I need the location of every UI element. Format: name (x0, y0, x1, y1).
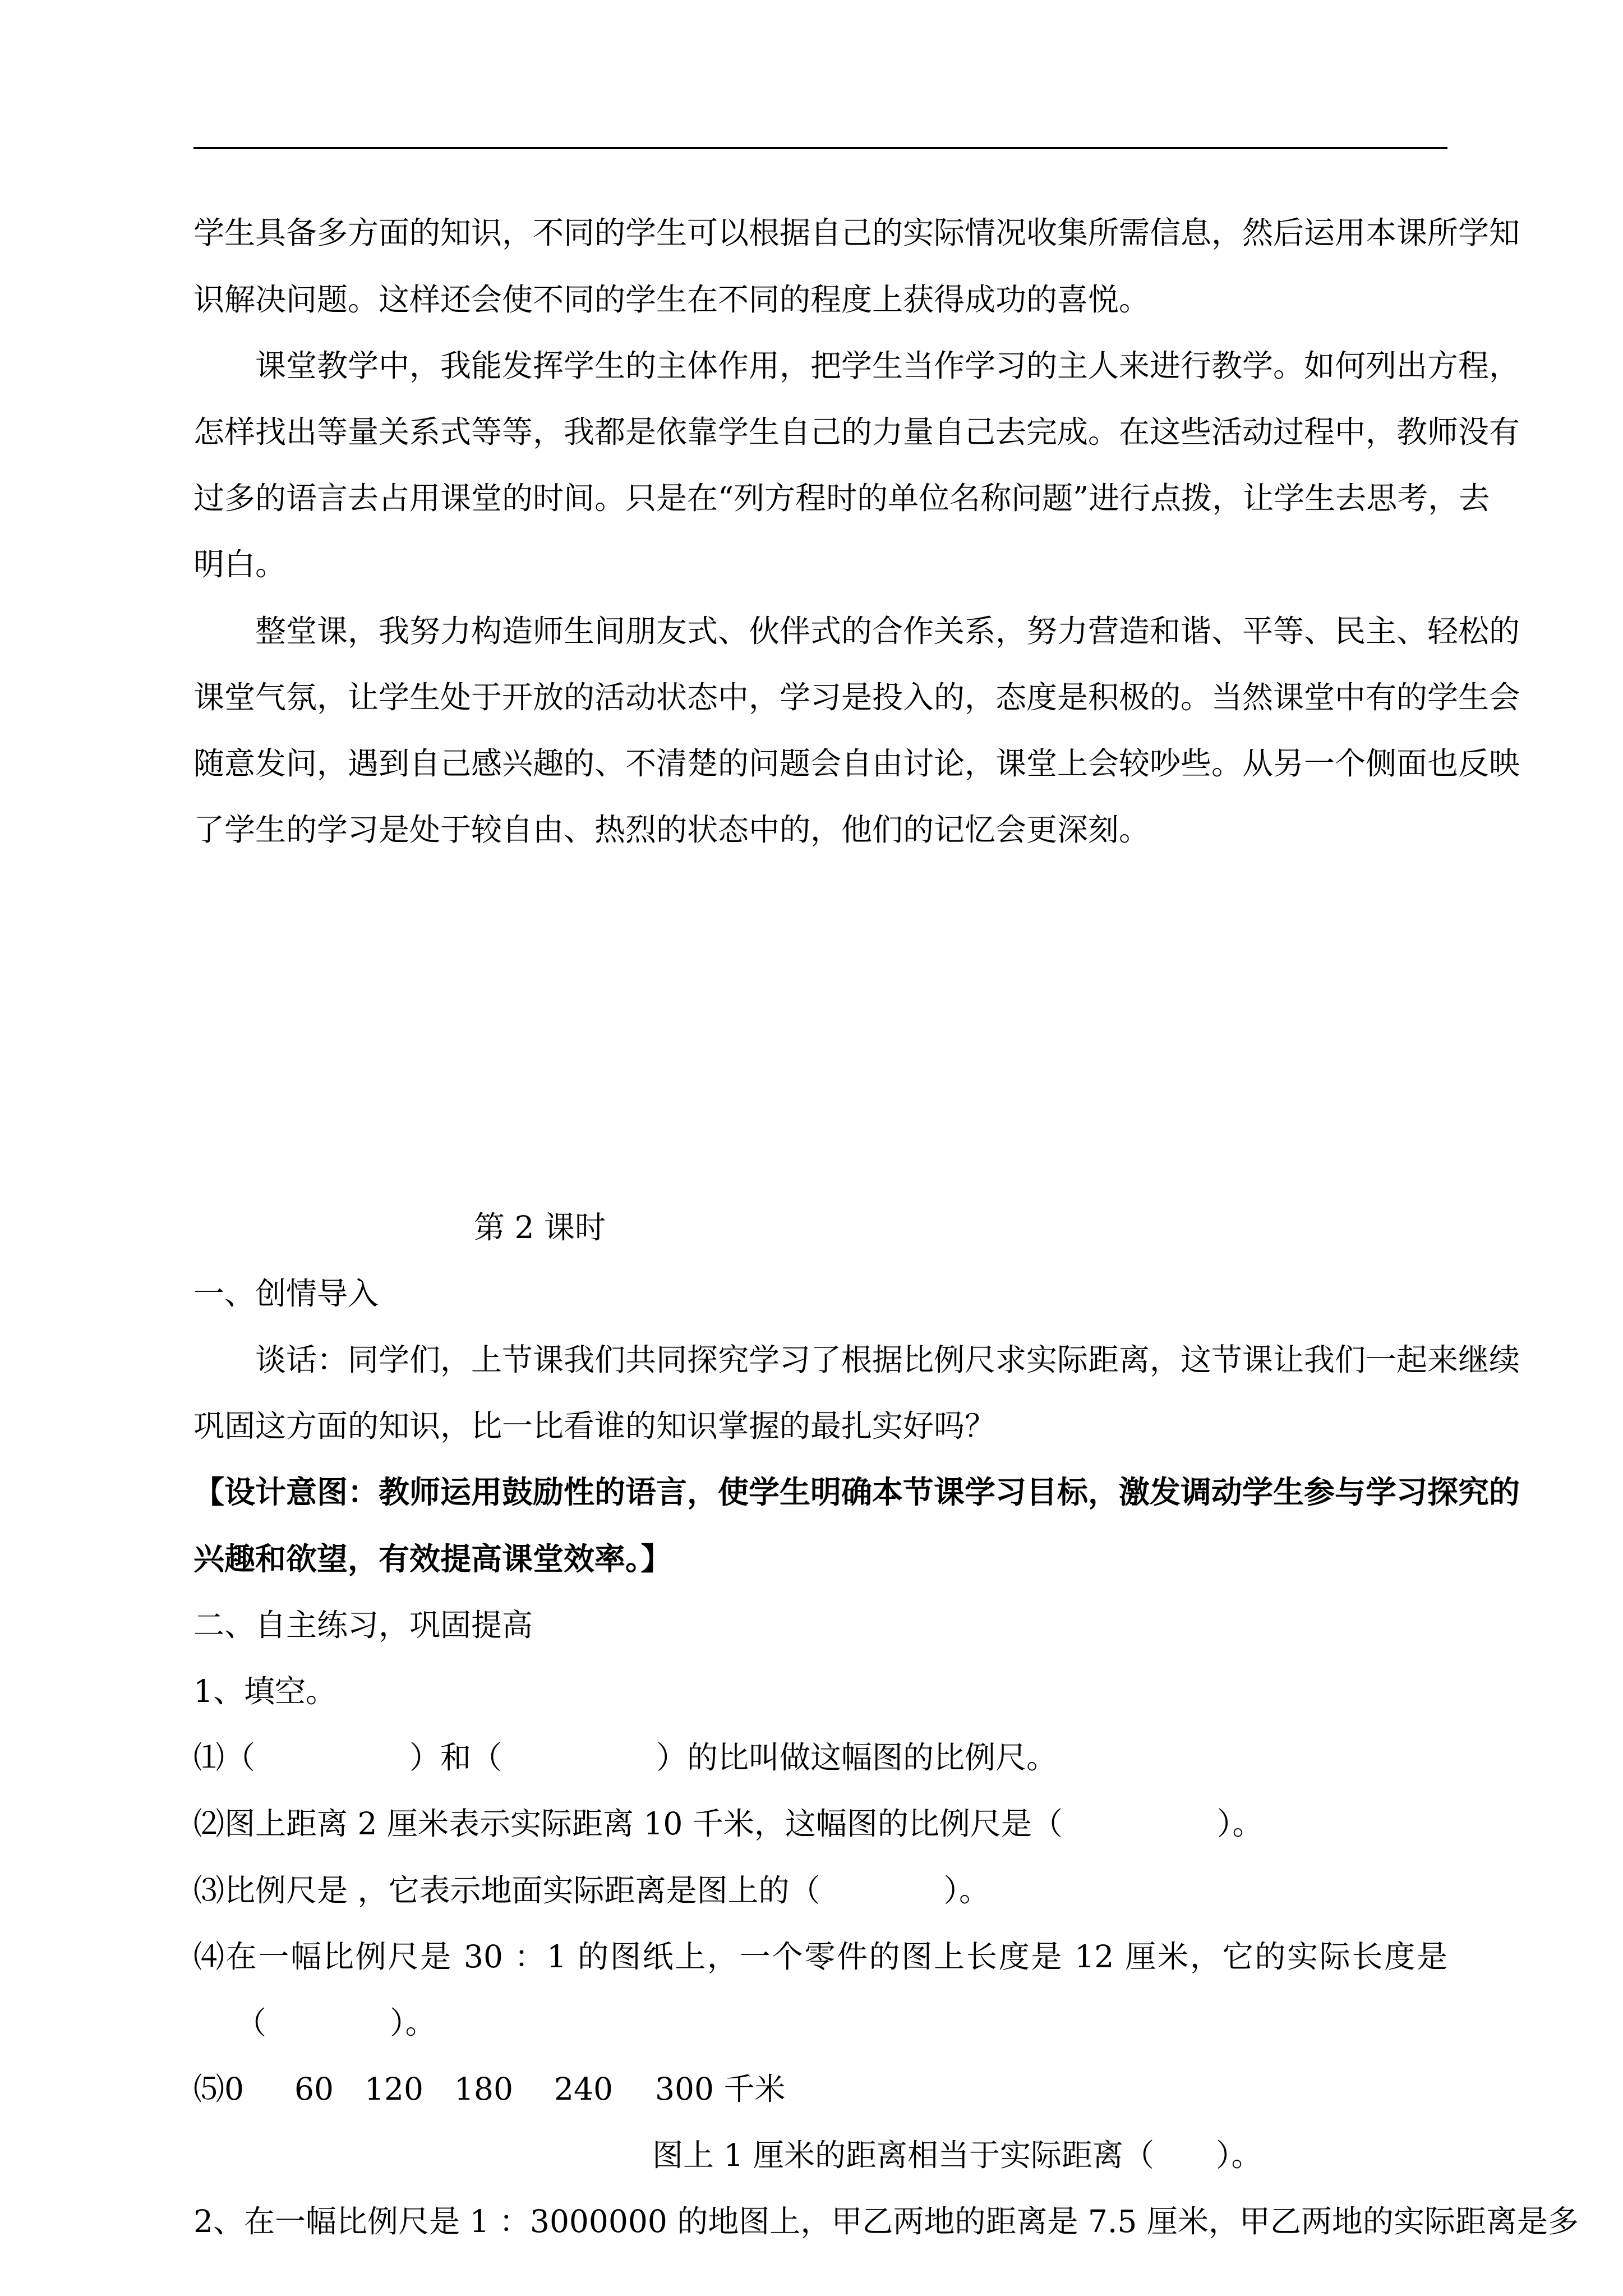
header-rule (193, 147, 1447, 149)
fill-in-item: ⑶比例尺是 ，它表示地面实际距离是图上的（ ）。 (193, 1872, 990, 1908)
fill-in-item: ⑷在一幅比例尺是 30 ：1 的图纸上，一个零件的图上长度是 12 厘米，它的实际长度是 (193, 1939, 1447, 1975)
talk-line: 巩固这方面的知识，比一比看谁的知识掌握的最扎实好吗？ (193, 1408, 996, 1444)
paragraph-line: 明白。 (193, 546, 287, 582)
fill-in-item: ⑵图上距离 2 厘米表示实际距离 10 千米，这幅图的比例尺是（ ）。 (193, 1806, 1264, 1842)
section-heading: 二、自主练习，巩固提高 (193, 1607, 533, 1643)
paragraph-line: 识解决问题。这样还会使不同的学生在不同的程度上获得成功的喜悦。 (193, 282, 1150, 318)
scale-caption: 图上 1 厘米的距离相当于实际距离（ ）。 (652, 2137, 1262, 2173)
fill-in-item: ⑴（ ）和（ ）的比叫做这幅图的比例尺。 (193, 1740, 1058, 1775)
paragraph-line: 学生具备多方面的知识，不同的学生可以根据自己的实际情况收集所需信息，然后运用本课所学知 (193, 215, 1520, 251)
question-line: 2、在一幅比例尺是 1 ：3000000 的地图上，甲乙两地的距离是 7.5 厘米，甲乙两地的实际距离是多 (193, 2203, 1579, 2239)
paragraph-line: 随意发问，遇到自己感兴趣的、不清楚的问题会自由讨论，课堂上会较吵些。从另一个侧面也反映 (193, 746, 1520, 781)
scale-tick-label: 240 (554, 2071, 613, 2107)
talk-line: 谈话：同学们，上节课我们共同探究学习了根据比例尺求实际距离，这节课让我们一起来继续 (255, 1342, 1520, 1378)
scale-start-label: ⑸0 (193, 2071, 244, 2107)
paragraph-line: 了学生的学习是处于较自由、热烈的状态中的，他们的记忆会更深刻。 (193, 812, 1150, 848)
design-intent-line: 兴趣和欲望，有效提高课堂效率。】 (193, 1540, 672, 1577)
section-heading: 一、创情导入 (193, 1276, 379, 1312)
scale-tick-label: 180 (454, 2071, 513, 2107)
paragraph-line: 课堂气氛，让学生处于开放的活动状态中，学习是投入的，态度是积极的。当然课堂中有的学生会 (193, 679, 1520, 715)
fill-in-item: （ ）。 (236, 2005, 436, 2041)
scale-tick-label: 300 千米 (655, 2071, 786, 2107)
paragraph-line: 过多的语言去占用课堂的时间。只是在“列方程时的单位名称问题”进行点拨，让学生去思考，去 (193, 480, 1490, 516)
paragraph-line: 课堂教学中，我能发挥学生的主体作用，把学生当作学习的主人来进行教学。如何列出方程， (255, 348, 1520, 384)
paragraph-line: 整堂课，我努力构造师生间朋友式、伙伴式的合作关系，努力营造和谐、平等、民主、轻松的 (255, 613, 1520, 649)
paragraph-line: 怎样找出等量关系式等等，我都是依靠学生自己的力量自己去完成。在这些活动过程中，教师没有 (193, 414, 1520, 450)
lesson-title: 第 2 课时 (474, 1209, 606, 1245)
scale-tick-label: 60 (294, 2071, 334, 2107)
scale-tick-label: 120 (365, 2071, 423, 2107)
design-intent-line: 【设计意图：教师运用鼓励性的语言，使学生明确本节课学习目标，激发调动学生参与学习探究的 (193, 1474, 1520, 1510)
question-heading: 1、填空。 (193, 1673, 336, 1709)
